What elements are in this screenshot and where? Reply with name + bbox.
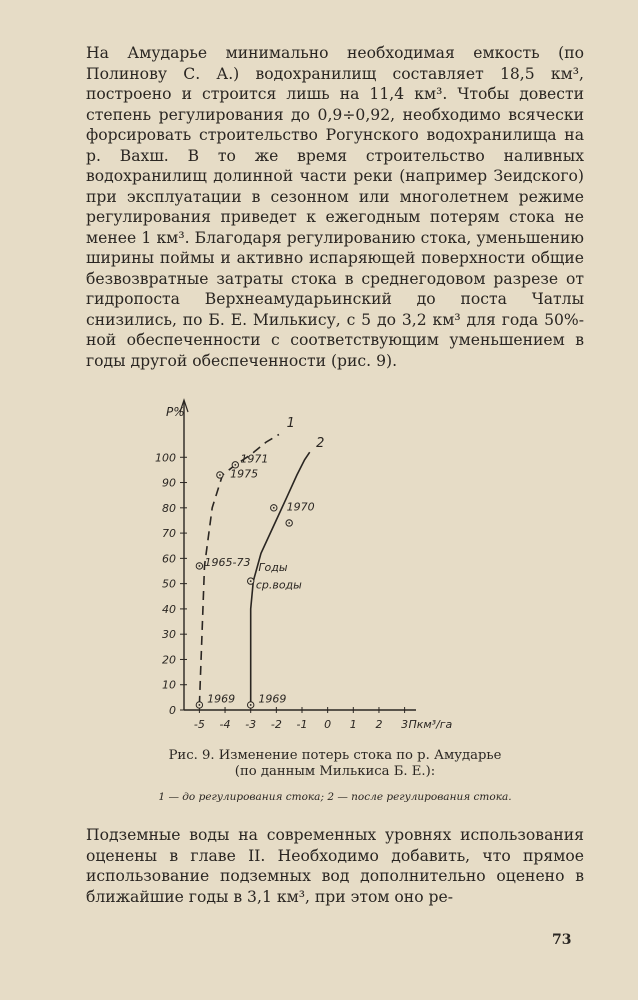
data-point-center xyxy=(273,507,275,509)
paragraph-2-text: Подземные воды на современных уровнях использования оценены в главе II. Необходимо добавить, что прямое использование подземных вод дополнительно оценено в ближайшие годы в 3,1 км³, при этом оно ре- xyxy=(86,826,584,906)
data-point-center xyxy=(198,565,200,567)
x-tick-label: -3 xyxy=(245,718,257,731)
x-tick-label: 3 xyxy=(401,718,409,731)
figure-caption-title: Рис. 9. Изменение потерь стока по р. Амударье xyxy=(168,748,502,763)
y-tick-label: 0 xyxy=(169,704,176,717)
chart-annotation: 1971 xyxy=(240,452,269,466)
y-tick-label: 30 xyxy=(162,628,176,642)
y-tick-label: 20 xyxy=(162,653,176,667)
paragraph-2 xyxy=(86,825,584,907)
figure-chart xyxy=(130,392,490,742)
chart-annotation: 1975 xyxy=(230,467,259,481)
y-tick-label: 60 xyxy=(162,552,176,566)
paragraph-1 xyxy=(86,43,584,371)
figure-caption xyxy=(86,748,584,780)
y-tick-label: 70 xyxy=(162,527,176,541)
data-point-center xyxy=(250,580,252,582)
chart-annotation: ср.воды xyxy=(255,578,302,592)
data-point-center xyxy=(234,464,236,466)
y-tick-label: 50 xyxy=(162,577,176,591)
y-tick-label: 80 xyxy=(162,501,176,515)
y-tick-label: 40 xyxy=(162,602,176,616)
x-axis-label: Пкм³/га xyxy=(408,718,453,731)
data-point-center xyxy=(250,704,252,706)
chart-annotation: 1965-73 xyxy=(204,555,251,569)
y-axis-label: P% xyxy=(166,405,185,419)
data-point-center xyxy=(219,474,221,476)
x-tick-label: 1 xyxy=(349,718,357,731)
data-point-center xyxy=(198,704,200,706)
chart-annotation: 1969 xyxy=(258,692,287,706)
chart-annotation: 1969 xyxy=(207,692,236,706)
x-tick-label: -4 xyxy=(219,718,231,731)
x-tick-label: -2 xyxy=(270,718,282,731)
x-tick-label: -1 xyxy=(296,718,308,731)
y-tick-label: 10 xyxy=(162,678,176,692)
data-point-center xyxy=(288,522,290,524)
chart-annotation: 1970 xyxy=(286,500,315,514)
chart-annotation: 1 xyxy=(286,415,295,431)
x-tick-label: 0 xyxy=(324,718,332,731)
page-number: 73 xyxy=(552,932,572,948)
paragraph-1-text: На Амударье минимально необходимая емкость (по Полинову С. А.) водохранилищ составляет 18,5 км³, построено и строится лишь на 11,4 км³. Чтобы довести степень регулирования до 0,9÷0,92, необходимо всячески форсировать строительство Рогунского водохранилища на р. Вахш. В то же время строительство наливных водохранилищ долинной части реки (например Зеидского) при эксплуатации в сезонном или многолетнем режиме регулирования приведет к ежегодным потерям стока не менее 1 км³. Благодаря регулированию стока, уменьшению ширины поймы и активно испаряющей поверхности общие безвозвратные затраты стока в среднегодовом разрезе от гидропоста Верхнеамударьинский до поста Чатлы снизились, по Б. Е. Милькису, с 5 до 3,2 км³ для года 50%-ной обеспеченности с соответствующим уменьшением в годы другой обеспеченности (рис. 9). xyxy=(86,44,584,370)
figure-caption-subtitle: (по данным Милькиса Б. Е.): xyxy=(234,764,436,779)
chart-annotation: 2 xyxy=(316,436,325,452)
figure-legend: 1 — до регулирования стока; 2 — после регулирования стока. xyxy=(158,791,512,803)
y-tick-label: 90 xyxy=(162,476,176,490)
x-tick-label: 2 xyxy=(375,718,383,731)
y-tick-label: 100 xyxy=(155,451,176,465)
chart-annotation: Годы xyxy=(258,561,288,574)
x-tick-label: -5 xyxy=(193,718,205,731)
